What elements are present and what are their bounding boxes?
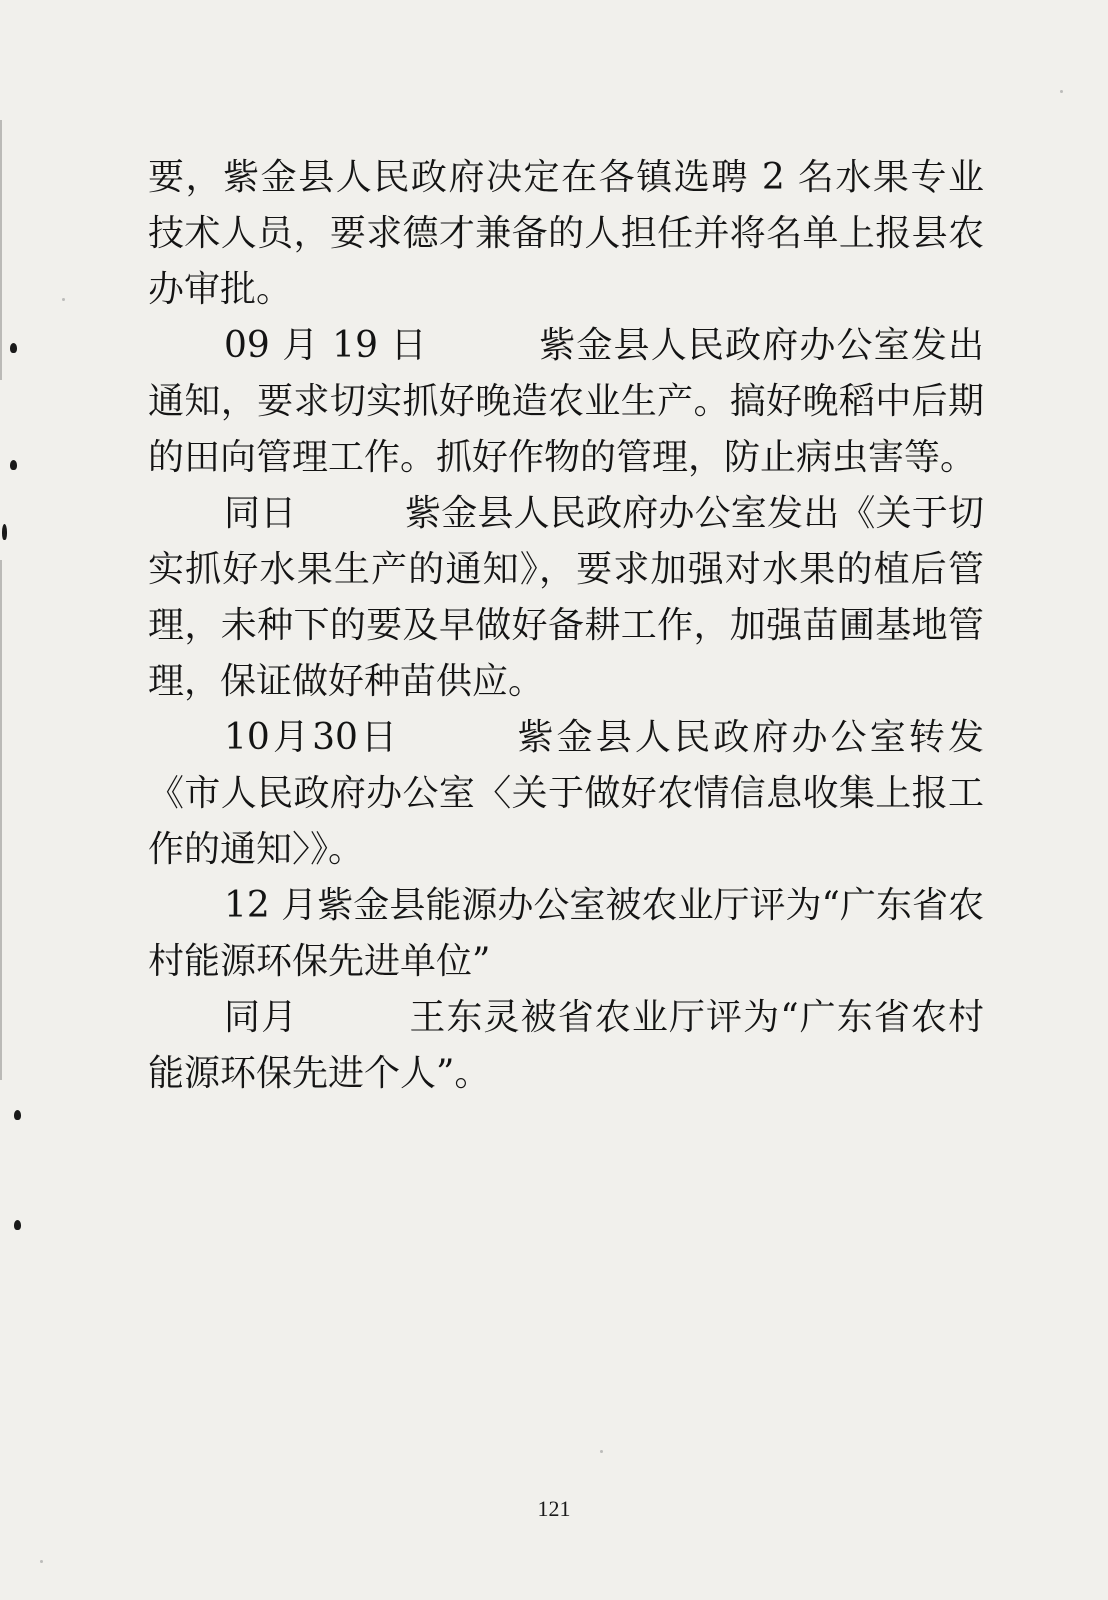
binding-hole-mark <box>10 343 17 353</box>
binding-hole-mark <box>2 524 7 540</box>
body-text <box>148 150 984 1102</box>
paragraph: 同月 王东灵被省农业厅评为“广东省农村能源环保先进个人”。 <box>148 997 984 1094</box>
scan-edge-line <box>0 560 2 1080</box>
paragraph: 12 月紫金县能源办公室被农业厅评为“广东省农村能源环保先进单位” <box>148 885 984 982</box>
paragraph: 同日 紫金县人民政府办公室发出《关于切实抓好水果生产的通知》，要求加强对水果的植后管理，未种下的要及早做好备耕工作，加强苗圃基地管理，保证做好种苗供应。 <box>148 493 984 702</box>
paragraph: 09 月 19 日 紫金县人民政府办公室发出通知，要求切实抓好晚造农业生产。搞好晚稻中后期的田向管理工作。抓好作物的管理，防止病虫害等。 <box>148 325 984 478</box>
scan-speck <box>40 1560 43 1563</box>
binding-hole-mark <box>14 1110 21 1120</box>
scan-edge-line <box>0 120 2 380</box>
binding-hole-mark <box>14 1220 21 1230</box>
binding-hole-mark <box>10 460 17 470</box>
page-number: 121 <box>537 1496 571 1521</box>
paragraph: 10月30日 紫金县人民政府办公室转发《市人民政府办公室〈关于做好农情信息收集上报工作的通知〉》。 <box>148 717 984 870</box>
scan-speck <box>600 1450 603 1453</box>
scan-speck <box>62 298 65 301</box>
paragraph: 要，紫金县人民政府决定在各镇选聘 2 名水果专业技术人员，要求德才兼备的人担任并将名单上报县农办审批。 <box>148 157 984 310</box>
scan-speck <box>1060 90 1063 93</box>
